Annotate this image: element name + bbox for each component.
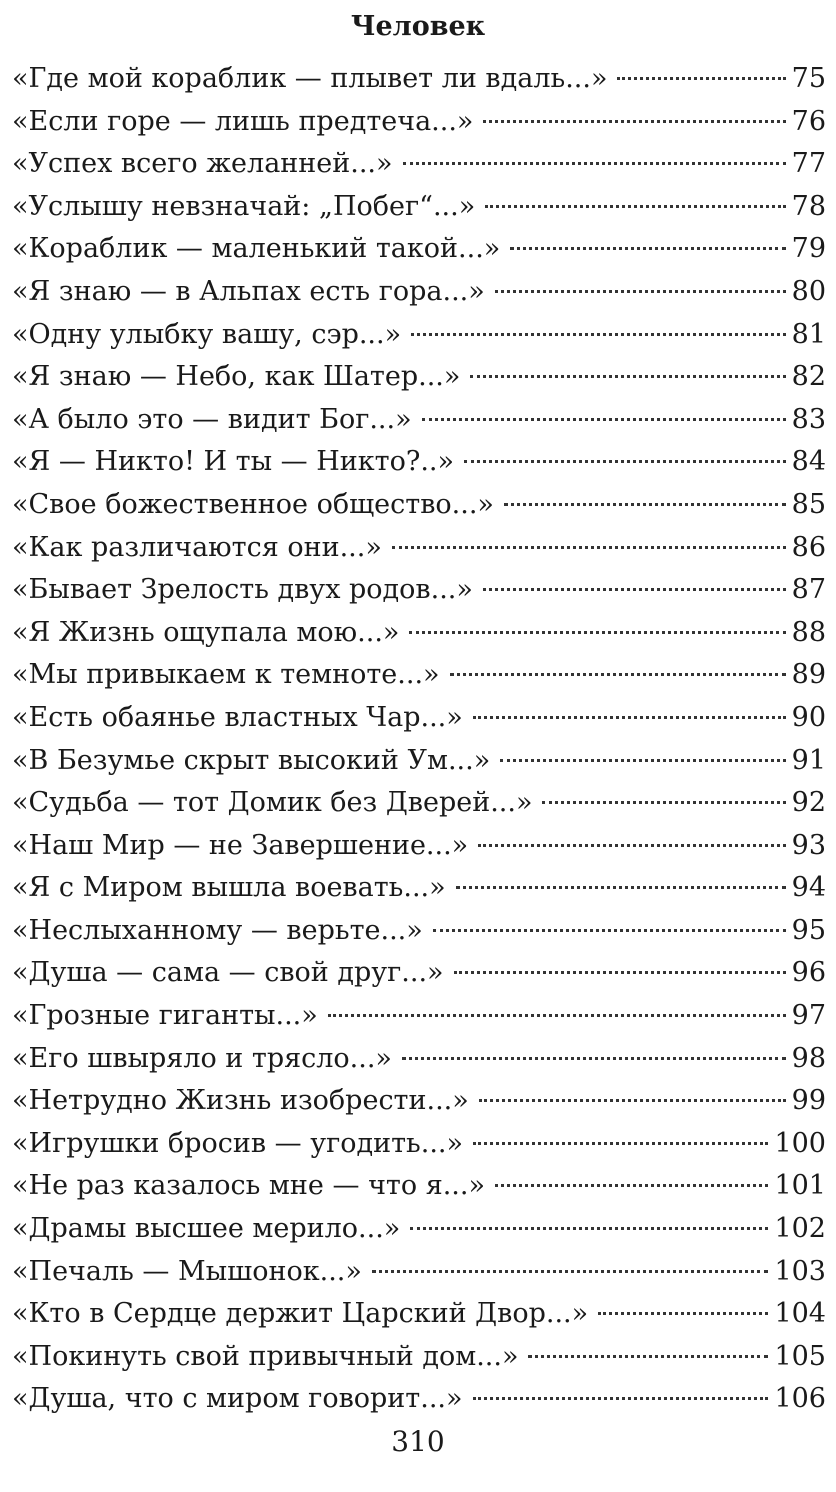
toc-entry-title: «Наш Мир — не Завершение...»	[12, 829, 469, 861]
dot-leader	[403, 162, 786, 165]
toc-entry-title: «Грозные гиганты...»	[12, 1000, 318, 1032]
toc-entry	[12, 1251, 826, 1294]
toc-entry-page: 97	[791, 1000, 826, 1032]
toc-entry	[12, 143, 826, 186]
toc-entry-title: «Бывает Зрелость двух родов...»	[12, 574, 473, 606]
toc-entry-page: 95	[791, 914, 826, 946]
toc-entry-page: 80	[791, 275, 826, 307]
toc-entry-title: «Я с Миром вышла воевать...»	[12, 872, 446, 904]
toc-entry-page: 103	[774, 1255, 826, 1287]
dot-leader	[483, 588, 786, 591]
toc-entry	[12, 356, 826, 399]
toc-entry-page: 81	[791, 318, 826, 350]
toc-entry	[12, 271, 826, 314]
dot-leader	[510, 247, 785, 250]
toc-entry	[12, 782, 826, 825]
toc-entry-page: 77	[791, 148, 826, 180]
toc-entry-title: «Покинуть свой привычный дом...»	[12, 1340, 519, 1372]
dot-leader	[617, 77, 785, 80]
toc-entry-page: 76	[791, 105, 826, 137]
toc-entry	[12, 825, 826, 868]
toc-entry	[12, 186, 826, 229]
section-title: Человек	[350, 11, 486, 42]
dot-leader	[478, 844, 785, 847]
toc-entry	[12, 1165, 826, 1208]
toc-entry-page: 75	[791, 63, 826, 94]
toc-entry	[12, 654, 826, 697]
dot-leader	[409, 631, 785, 634]
dot-leader	[410, 1227, 768, 1230]
dot-leader	[422, 418, 786, 421]
toc-entry	[12, 1208, 826, 1251]
toc-entry-page: 90	[791, 701, 826, 733]
toc-entry	[12, 697, 826, 740]
toc-entry-title: «Услышу невзначай: „Побег“...»	[12, 190, 476, 222]
toc-entry-title: «Свое божественное общество...»	[12, 488, 494, 520]
dot-leader	[450, 673, 786, 676]
toc-entry-page: 87	[791, 574, 826, 606]
page-number: 310	[391, 1425, 445, 1458]
dot-leader	[485, 205, 785, 208]
dot-leader	[470, 375, 785, 378]
toc-entry	[12, 1378, 826, 1421]
toc-entry-title: «Его швыряло и трясло...»	[12, 1042, 392, 1074]
toc-entry-title: «Душа, что с миром говорит...»	[12, 1383, 463, 1415]
toc-entry	[12, 995, 826, 1038]
toc-entry	[12, 740, 826, 783]
toc-entry-page: 91	[791, 744, 826, 776]
toc-entry	[12, 867, 826, 910]
toc-entry-title: «В Безумье скрыт высокий Ум...»	[12, 744, 491, 776]
toc-entry-title: «Я знаю — в Альпах есть гора...»	[12, 275, 485, 307]
dot-leader	[473, 716, 786, 719]
toc-entry	[12, 527, 826, 570]
toc-entry-title: «Я — Никто! И ты — Никто?..»	[12, 446, 455, 478]
dot-leader	[433, 929, 786, 932]
toc-entry	[12, 399, 826, 442]
toc-entry-title: «Кораблик — маленький такой...»	[12, 233, 501, 265]
toc-entry-title: «Кто в Сердце держит Царский Двор...»	[12, 1298, 589, 1330]
toc-entry	[12, 569, 826, 612]
toc-entry-page: 96	[791, 957, 826, 989]
toc-entry-title: «Как различаются они...»	[12, 531, 382, 563]
toc-entry-page: 105	[774, 1340, 826, 1372]
toc-entry-page: 79	[791, 233, 826, 265]
toc-entry	[12, 484, 826, 527]
dot-leader	[495, 1184, 768, 1187]
toc-entry	[12, 1038, 826, 1081]
dot-leader	[598, 1312, 768, 1315]
toc-entry-title: «Если горе — лишь предтеча...»	[12, 105, 474, 137]
dot-leader	[473, 1397, 769, 1400]
toc-entry	[12, 612, 826, 655]
toc-entry-title: «Мы привыкаем к темноте...»	[12, 659, 440, 691]
toc-entry-page: 86	[791, 531, 826, 563]
toc-entry-title: «Где мой кораблик — плывет ли вдаль...»	[12, 63, 608, 94]
toc-entry-title: «Я Жизнь ощупала мою...»	[12, 616, 400, 648]
toc-entry-title: «Не раз казалось мне — что я...»	[12, 1170, 485, 1202]
toc-entry	[12, 1080, 826, 1123]
toc-entry	[12, 441, 826, 484]
dot-leader	[372, 1270, 769, 1273]
toc-entry-page: 82	[791, 361, 826, 393]
toc-entry-title: «Печаль — Мышонок...»	[12, 1255, 362, 1287]
toc-entry-title: «Есть обаянье властных Чар...»	[12, 701, 463, 733]
toc-entry-page: 100	[774, 1127, 826, 1159]
toc-entry-title: «Нетрудно Жизнь изобрести...»	[12, 1085, 469, 1117]
toc-entry	[12, 58, 826, 101]
dot-leader	[500, 759, 785, 762]
toc-entry	[12, 910, 826, 953]
dot-leader	[473, 1142, 768, 1145]
toc-entry-page: 98	[791, 1042, 826, 1074]
toc-entry-page: 83	[791, 403, 826, 435]
toc-entry-page: 78	[791, 190, 826, 222]
dot-leader	[528, 1355, 768, 1358]
dot-leader	[456, 886, 786, 889]
toc-entry-page: 104	[774, 1298, 826, 1330]
toc-entry-title: «А было это — видит Бог...»	[12, 403, 412, 435]
toc-entry-title: «Игрушки бросив — угодить...»	[12, 1127, 464, 1159]
toc-entry-title: «Драмы высшее мерило...»	[12, 1213, 401, 1245]
toc-entry	[12, 1123, 826, 1166]
toc-entry	[12, 314, 826, 357]
toc-entry-page: 102	[774, 1213, 826, 1245]
toc-entry-page: 85	[791, 488, 826, 520]
toc-entry-title: «Я знаю — Небо, как Шатер...»	[12, 361, 461, 393]
table-of-contents	[12, 58, 826, 1421]
toc-entry	[12, 228, 826, 271]
dot-leader	[495, 290, 786, 293]
toc-entry-title: «Неслыханному — верьте...»	[12, 914, 423, 946]
toc-entry-page: 106	[774, 1383, 826, 1415]
dot-leader	[479, 1099, 786, 1102]
dot-leader	[483, 120, 785, 123]
dot-leader	[402, 1057, 786, 1060]
toc-entry	[12, 952, 826, 995]
toc-entry-title: «Успех всего желанней...»	[12, 148, 393, 180]
toc-entry-title: «Душа — сама — свой друг...»	[12, 957, 444, 989]
toc-entry-page: 93	[791, 829, 826, 861]
dot-leader	[464, 460, 786, 463]
toc-entry-title: «Судьба — тот Домик без Дверей...»	[12, 787, 533, 819]
toc-entry-page: 101	[774, 1170, 826, 1202]
toc-entry	[12, 1336, 826, 1379]
toc-entry-page: 84	[791, 446, 826, 478]
toc-entry-page: 92	[791, 787, 826, 819]
dot-leader	[454, 971, 786, 974]
toc-entry-title: «Одну улыбку вашу, сэр...»	[12, 318, 402, 350]
toc-entry	[12, 1293, 826, 1336]
toc-entry-page: 88	[791, 616, 826, 648]
toc-entry-page: 89	[791, 659, 826, 691]
dot-leader	[411, 333, 786, 336]
toc-entry	[12, 101, 826, 144]
dot-leader	[542, 801, 785, 804]
dot-leader	[328, 1014, 786, 1017]
dot-leader	[392, 546, 786, 549]
toc-entry-page: 94	[791, 872, 826, 904]
dot-leader	[504, 503, 786, 506]
toc-entry-page: 99	[791, 1085, 826, 1117]
